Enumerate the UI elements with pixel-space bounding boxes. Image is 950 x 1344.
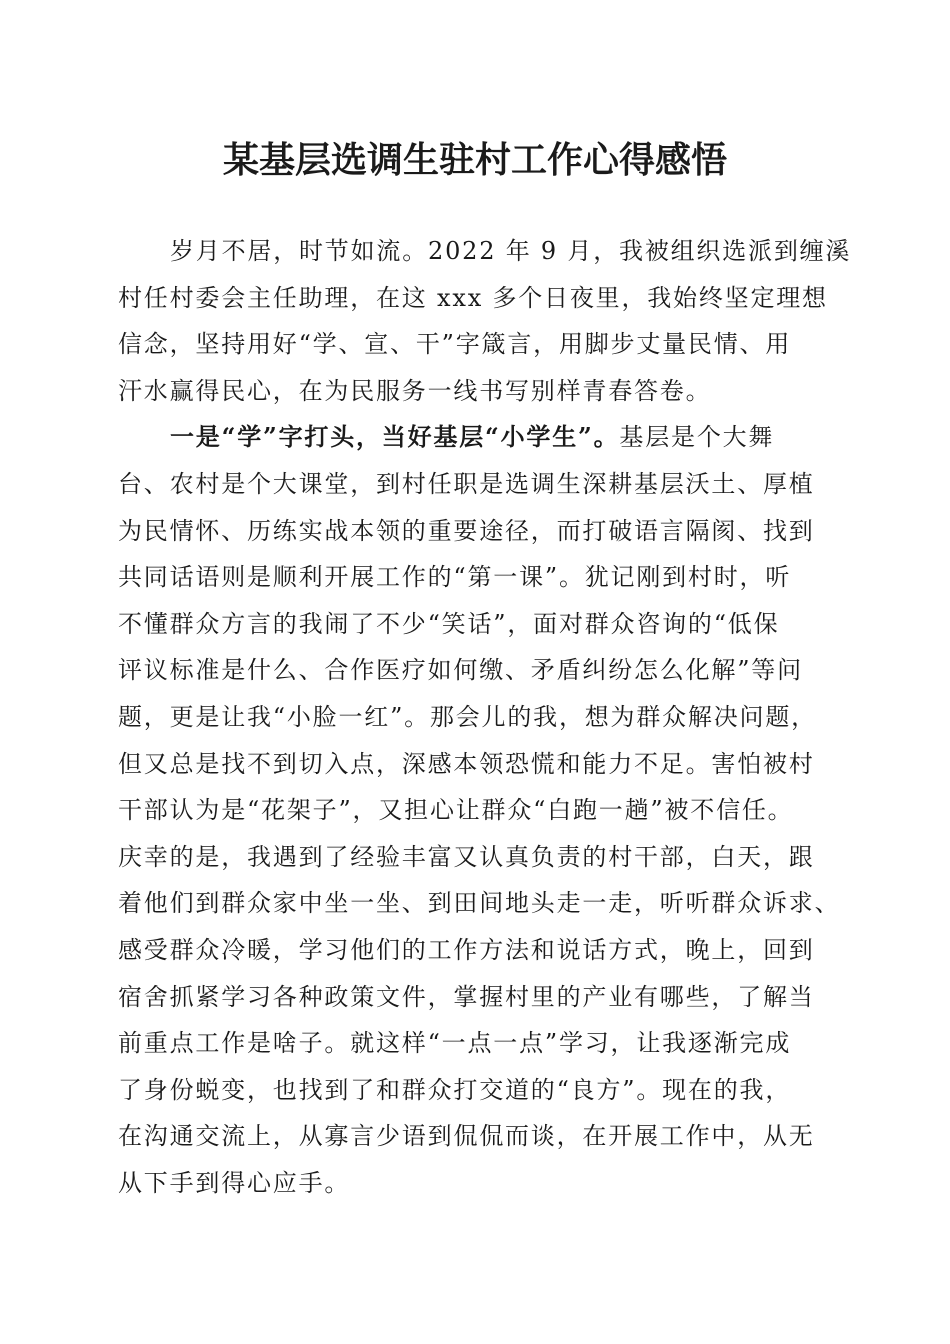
paragraph-line: 题，更是让我“小脸一红”。那会儿的我，想为群众解决问题， [118, 702, 817, 731]
paragraph-line: 干部认为是“花架子”，又担心让群众“白跑一趟”被不信任。 [118, 796, 794, 825]
paragraph-line: 信念，坚持用好“学、宣、干”字箴言，用脚步丈量民情、用 [118, 330, 792, 359]
paragraph-first-line [118, 414, 838, 461]
paragraph-line: 共同话语则是顺利开展工作的“第一课”。犹记刚到村时，听 [118, 563, 792, 592]
paragraph-line: 了身份蜕变，也找到了和群众打交道的“良方”。现在的我， [118, 1075, 792, 1104]
paragraph-line: 感受群众冷暖，学习他们的工作方法和说话方式，晚上，回到 [118, 935, 815, 964]
paragraph-line: 前重点工作是啥子。就这样“一点一点”学习，让我逐渐完成 [118, 1029, 792, 1058]
paragraph-line: 庆幸的是，我遇到了经验丰富又认真负责的村干部，白天，跟 [118, 842, 815, 871]
paragraph-line: 着他们到群众家中坐一坐、到田间地头走一走，听听群众诉求、 [118, 889, 841, 918]
document-body [118, 228, 852, 1206]
paragraph-line: 村任村委会主任助理，在这 xxx 多个日夜里，我始终坚定理想 [118, 283, 828, 312]
paragraph-line: 但又总是找不到切入点，深感本领恐慌和能力不足。害怕被村 [118, 749, 815, 778]
paragraph-line: 岁月不居，时节如流。2022 年 9 月，我被组织选派到缠溪 [170, 237, 852, 265]
paragraph-line: 为民情怀、历练实战本领的重要途径，而打破语言隔阂、找到 [118, 516, 815, 545]
paragraph-study [118, 414, 841, 1206]
paragraph-intro [118, 228, 852, 414]
paragraph-lead-heading: 一是“学”字打头，当好基层“小学生”。 [170, 422, 620, 452]
document-title: 某基层选调生驻村工作心得感悟 [222, 139, 727, 181]
paragraph-line: 评议标准是什么、合作医疗如何缴、矛盾纠纷怎么化解”等问 [118, 656, 803, 685]
paragraph-line: 不懂群众方言的我闹了不少“笑话”，面对群众咨询的“低保 [118, 609, 780, 638]
paragraph-line: 从下手到得心应手。 [118, 1168, 351, 1197]
paragraph-line: 汗水赢得民心，在为民服务一线书写别样青春答卷。 [118, 376, 712, 405]
paragraph-line: 宿舍抓紧学习各种政策文件，掌握村里的产业有哪些，了解当 [118, 982, 815, 1011]
paragraph-line: 台、农村是个大课堂，到村任职是选调生深耕基层沃土、厚植 [118, 469, 815, 498]
paragraph-line: 在沟通交流上，从寡言少语到侃侃而谈，在开展工作中，从无 [118, 1122, 815, 1151]
paragraph-first-line-rest: 基层是个大舞 [619, 423, 775, 452]
